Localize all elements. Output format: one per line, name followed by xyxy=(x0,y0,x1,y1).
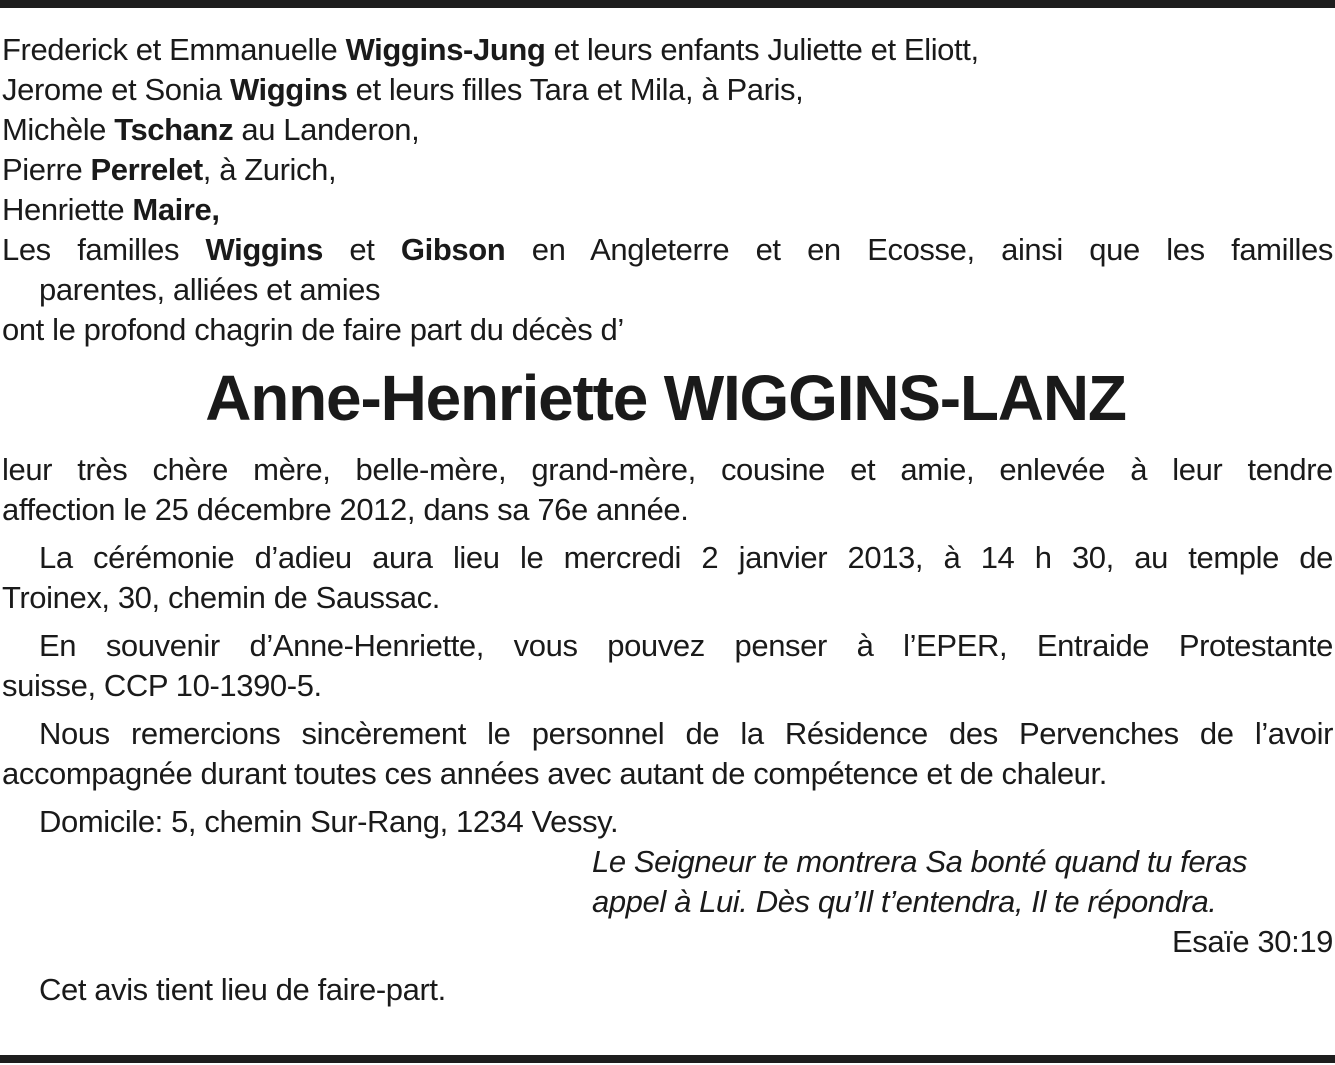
paragraph-1-line-1: leur très chère mère, belle-mère, grand-mère, cousine et amie, enlevée à leur tendre xyxy=(2,452,1333,487)
announcement-line: ont le profond chagrin de faire part du décès d’ xyxy=(2,312,624,347)
family-surname: Maire, xyxy=(132,192,220,227)
verse-line-1: Le Seigneur te montrera Sa bonté quand tu feras xyxy=(592,844,1248,879)
paragraph-2-line-2: Troinex, 30, chemin de Saussac. xyxy=(2,580,440,615)
paragraph-2-line-1: La cérémonie d’adieu aura lieu le mercredi 2 janvier 2013, à 14 h 30, au temple de xyxy=(39,540,1333,575)
family-line-6 xyxy=(2,230,1333,270)
family-text: Les familles xyxy=(2,232,206,267)
paragraph-4-line-1: Nous remercions sincèrement le personnel de la Résidence des Pervenches de l’avoir xyxy=(39,716,1333,751)
family-line-4 xyxy=(2,150,1333,190)
deceased-name: Anne-Henriette WIGGINS-LANZ xyxy=(205,362,1126,434)
obituary-notice xyxy=(2,30,1333,1010)
paragraph-3-line-2: suisse, CCP 10-1390-5. xyxy=(2,668,322,703)
family-text: en Angleterre et en Ecosse, ainsi que les familles xyxy=(505,232,1333,267)
verse-line-2: appel à Lui. Dès qu’Il t’entendra, Il te répondra. xyxy=(592,884,1217,919)
family-line-3 xyxy=(2,110,1333,150)
family-text: Jerome et Sonia xyxy=(2,72,230,107)
family-text: et leurs filles Tara et Mila, à Paris, xyxy=(347,72,804,107)
family-line-5 xyxy=(2,190,1333,230)
paragraph-4-line-2: accompagnée durant toutes ces années avec autant de compétence et de chaleur. xyxy=(2,756,1107,791)
family-text: et leurs enfants Juliette et Eliott, xyxy=(545,32,979,67)
family-text: au Landeron, xyxy=(233,112,420,147)
top-rule xyxy=(0,0,1335,8)
family-surname: Wiggins xyxy=(205,232,323,267)
bottom-rule xyxy=(0,1055,1335,1063)
verse-reference: Esaïe 30:19 xyxy=(1171,924,1333,959)
family-text: Frederick et Emmanuelle xyxy=(2,32,346,67)
family-text: Pierre xyxy=(2,152,91,187)
domicile-line: Domicile: 5, chemin Sur-Rang, 1234 Vessy. xyxy=(39,804,619,839)
family-line-1 xyxy=(2,30,1333,70)
closing-line: Cet avis tient lieu de faire-part. xyxy=(39,972,446,1007)
family-line-2 xyxy=(2,70,1333,110)
family-text: et xyxy=(323,232,401,267)
family-text: , à Zurich, xyxy=(202,152,337,187)
family-text: Henriette xyxy=(2,192,133,227)
family-text: Michèle xyxy=(2,112,115,147)
family-surname: Wiggins-Jung xyxy=(345,32,546,67)
family-surname: Gibson xyxy=(400,232,506,267)
family-surname: Tschanz xyxy=(114,112,234,147)
paragraph-3-line-1: En souvenir d’Anne-Henriette, vous pouvez penser à l’EPER, Entraide Protestante xyxy=(39,628,1333,663)
paragraph-1-line-2: affection le 25 décembre 2012, dans sa 76e année. xyxy=(2,492,689,527)
family-surname: Wiggins xyxy=(229,72,348,107)
family-line-7: parentes, alliées et amies xyxy=(39,272,381,307)
family-surname: Perrelet xyxy=(90,152,203,187)
